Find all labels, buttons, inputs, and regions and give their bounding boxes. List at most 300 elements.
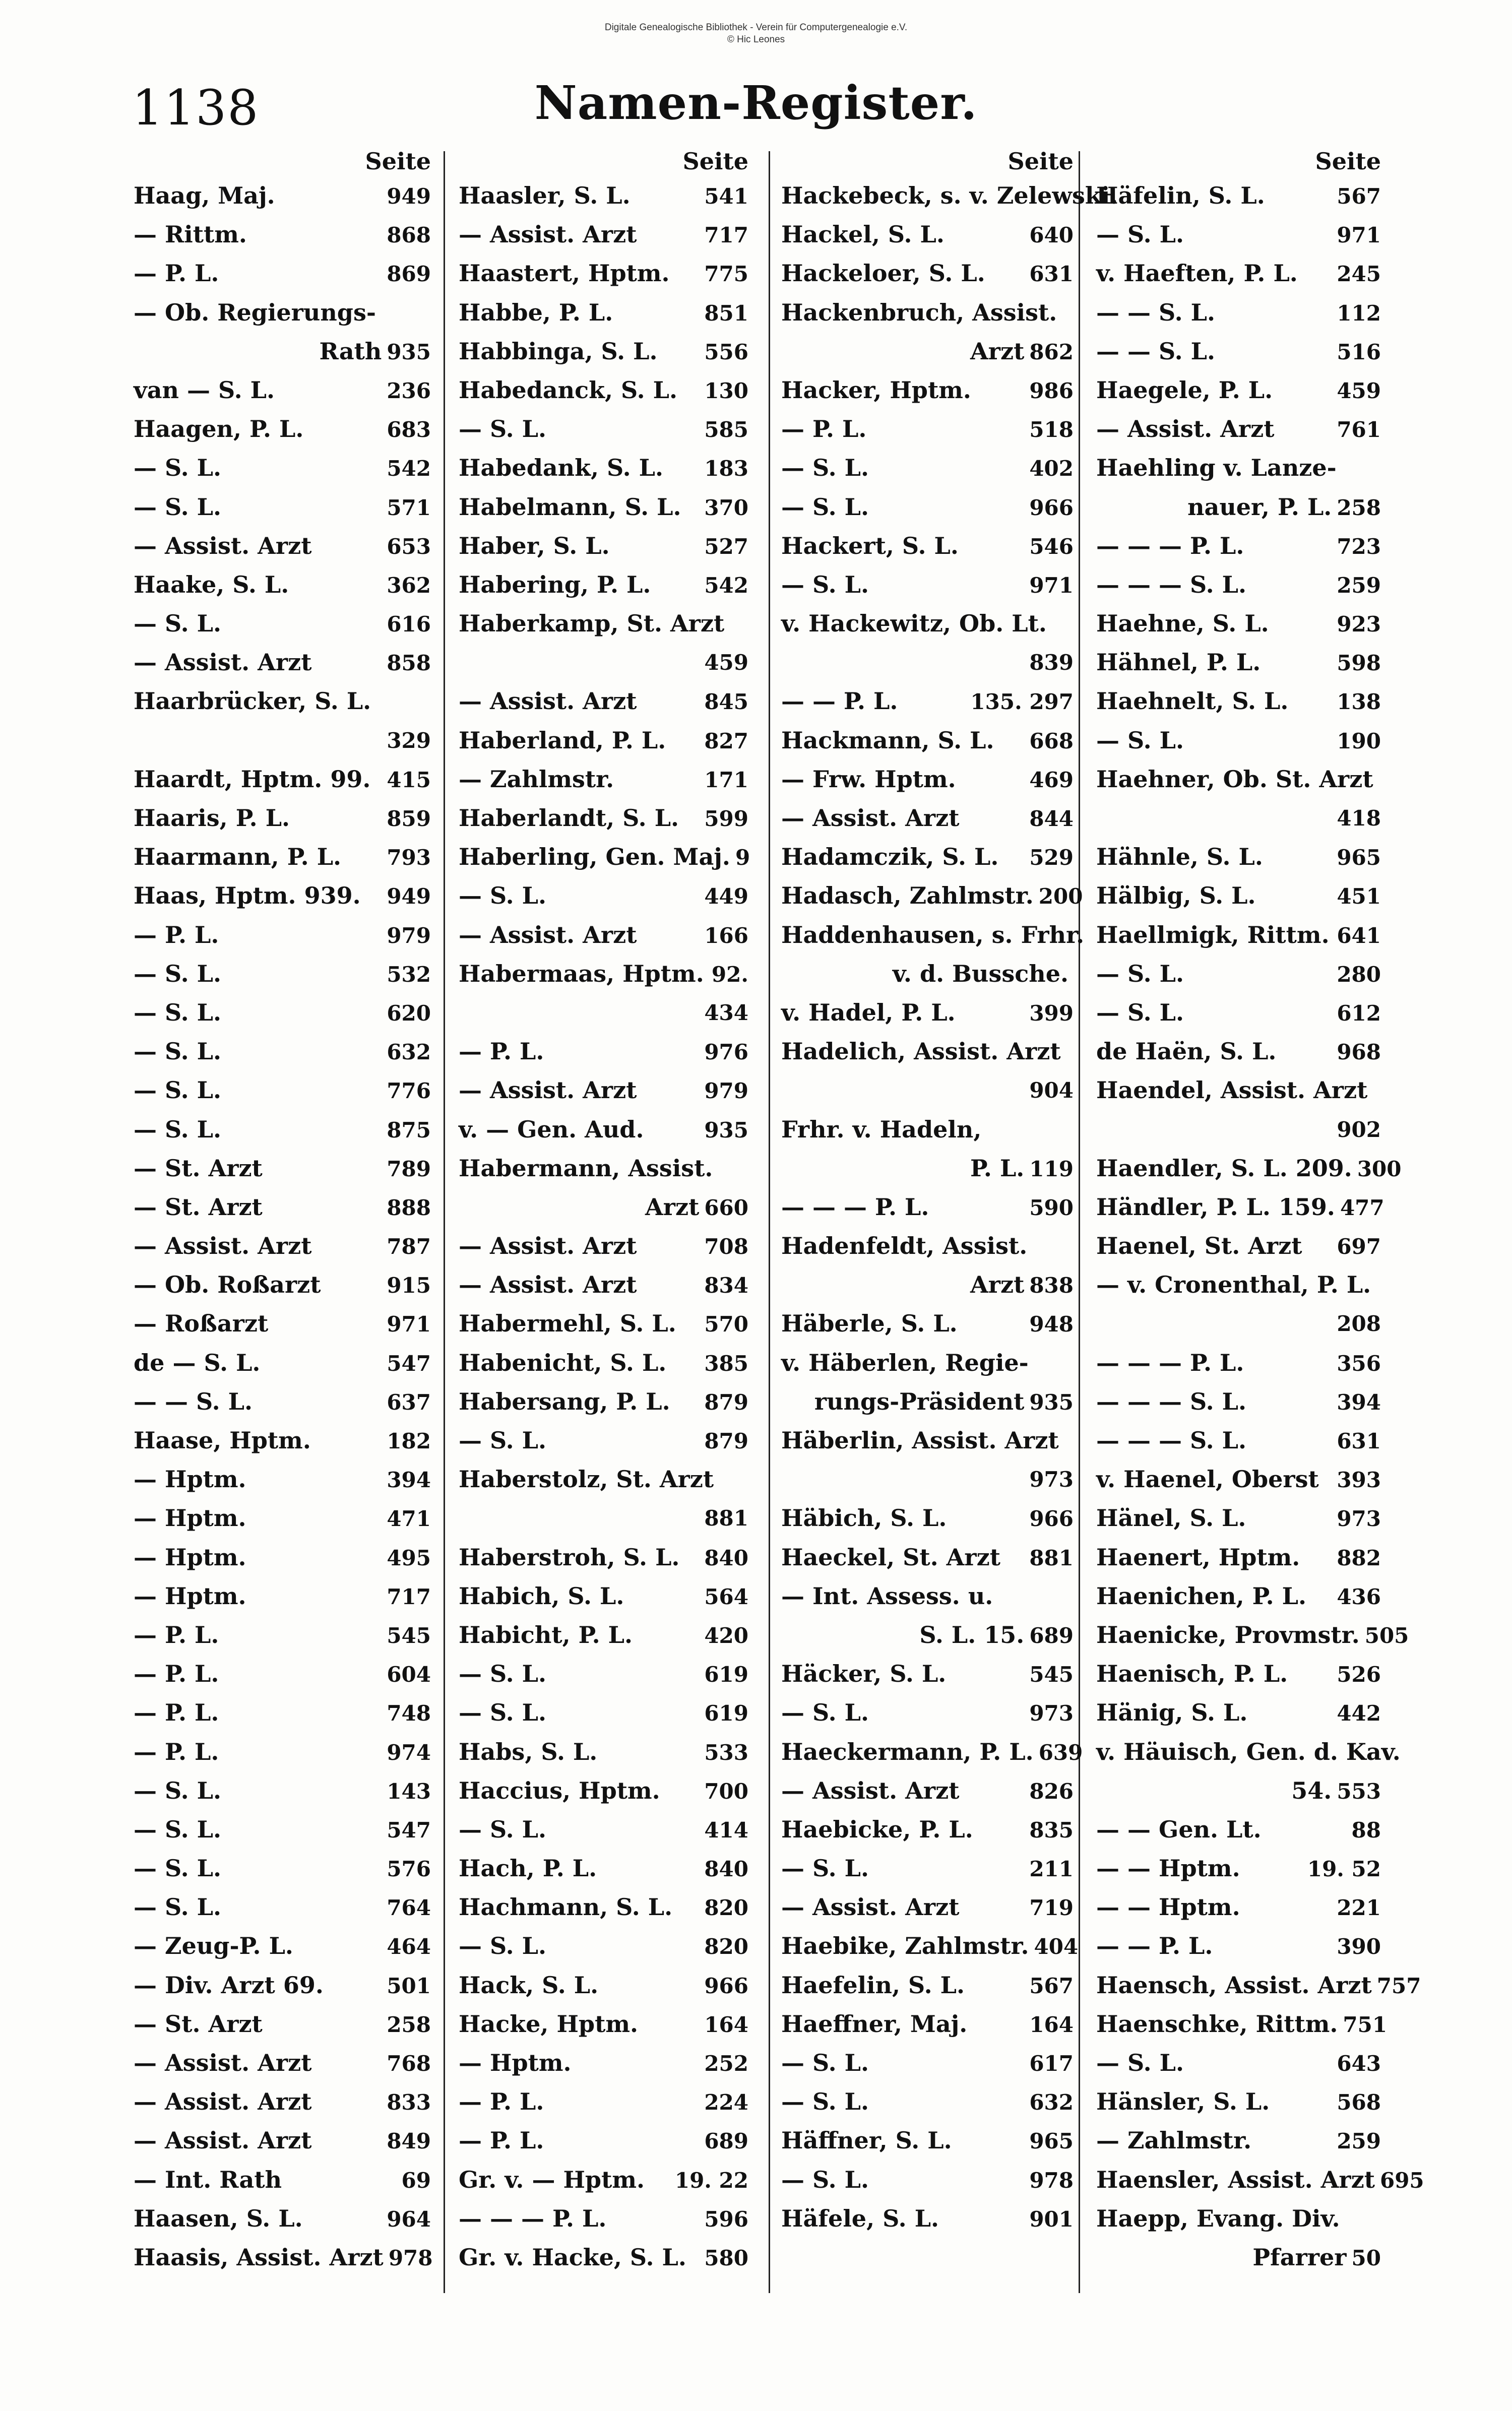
entry-name: — P. L. bbox=[134, 260, 219, 287]
register-entry bbox=[134, 2005, 431, 2044]
register-entry bbox=[781, 2044, 1074, 2082]
register-entry bbox=[781, 2161, 1074, 2199]
entry-page: 415 bbox=[387, 767, 431, 792]
entry-page: 789 bbox=[387, 1156, 431, 1181]
entry-page: 258 bbox=[1337, 495, 1381, 520]
register-entry bbox=[459, 916, 748, 955]
entry-page: 171 bbox=[704, 767, 748, 792]
entry-name: Haarmann, P. L. bbox=[134, 843, 342, 871]
register-entry bbox=[459, 682, 748, 721]
entry-page: 971 bbox=[1337, 223, 1381, 248]
register-entry bbox=[1096, 2121, 1381, 2160]
entry-page: 399 bbox=[1029, 1000, 1074, 1026]
entry-name: Haehnelt, S. L. bbox=[1096, 687, 1289, 715]
entry-page: 697 bbox=[1337, 1234, 1381, 1259]
entry-name: — Assist. Arzt bbox=[1096, 415, 1275, 443]
entry-page: 469 bbox=[1029, 767, 1074, 792]
entry-name: — Roßarzt bbox=[134, 1310, 269, 1338]
entry-name: — Frw. Hptm. bbox=[781, 765, 956, 793]
register-entry bbox=[781, 1344, 1074, 1382]
register-entry bbox=[459, 1966, 748, 2005]
entry-page: 964 bbox=[387, 2206, 431, 2232]
entry-name: — Zeug-P. L. bbox=[134, 1932, 293, 1960]
entry-name: — — S. L. bbox=[134, 1387, 253, 1415]
register-entry bbox=[1096, 1110, 1381, 1149]
entry-page: 761 bbox=[1337, 417, 1381, 442]
entry-page: 968 bbox=[1337, 1040, 1381, 1065]
register-entry bbox=[781, 254, 1074, 293]
entry-name: Haenichen, P. L. bbox=[1096, 1582, 1307, 1610]
entry-name: — S. L. bbox=[134, 493, 221, 521]
entry-name: — — — P. L. bbox=[781, 1193, 929, 1221]
register-entry bbox=[134, 1927, 431, 1965]
entry-page: 935 bbox=[387, 339, 431, 364]
entry-name: Haag, Maj. bbox=[134, 182, 275, 209]
entry-name: — Ob. Regierungs- bbox=[134, 298, 376, 326]
entry-name: — — P. L. bbox=[1096, 1932, 1213, 1960]
entry-name: Haellmigk, Rittm. bbox=[1096, 921, 1330, 948]
entry-page: 935 bbox=[704, 1117, 748, 1143]
entry-name: v. Häberlen, Regie- bbox=[781, 1349, 1029, 1376]
entry-page: 477 bbox=[1340, 1195, 1384, 1220]
entry-name: — Assist. Arzt bbox=[459, 1271, 637, 1299]
entry-name: — S. L. bbox=[134, 1893, 221, 1921]
entry-page: 259 bbox=[1337, 2129, 1381, 2154]
register-entry bbox=[1096, 1538, 1381, 1577]
entry-name: — Assist. Arzt bbox=[134, 1232, 312, 1260]
entry-page: 966 bbox=[704, 1973, 748, 1998]
entry-name: — S. L. bbox=[459, 1932, 546, 1960]
entry-name: Haas, Hptm. 939. bbox=[134, 882, 361, 910]
register-entry bbox=[134, 1149, 431, 1188]
entry-page: 862 bbox=[1029, 339, 1074, 364]
entry-page: 9 bbox=[735, 845, 750, 870]
entry-name: — Assist. Arzt bbox=[781, 1893, 960, 1921]
register-entry bbox=[459, 1149, 748, 1188]
register-entry bbox=[781, 1227, 1074, 1265]
entry-name: Haasis, Assist. Arzt bbox=[134, 2243, 384, 2271]
entry-name: — Assist. Arzt bbox=[134, 2049, 312, 2076]
register-entry bbox=[781, 1110, 1074, 1149]
register-entry bbox=[781, 1538, 1074, 1577]
register-entry bbox=[1096, 1655, 1381, 1693]
register-column-1 bbox=[134, 146, 431, 2277]
register-entry bbox=[781, 838, 1074, 876]
entry-page: 529 bbox=[1029, 845, 1074, 870]
register-entry bbox=[1096, 760, 1381, 799]
entry-name: Hacker, Hptm. bbox=[781, 376, 971, 404]
entry-page: 904 bbox=[1029, 1078, 1074, 1103]
entry-page: 717 bbox=[704, 223, 748, 248]
entry-name: — S. L. bbox=[1096, 726, 1184, 754]
entry-name: nauer, P. L. bbox=[1187, 493, 1332, 521]
register-entry bbox=[781, 293, 1074, 332]
register-entry bbox=[781, 1810, 1074, 1849]
entry-name: Hänel, S. L. bbox=[1096, 1504, 1246, 1532]
entry-page: 329 bbox=[387, 728, 431, 753]
entry-name: — S. L. bbox=[459, 415, 546, 443]
entry-name: — — P. L. bbox=[781, 687, 898, 715]
register-entry bbox=[459, 488, 748, 527]
entry-name: Haasler, S. L. bbox=[459, 182, 631, 209]
entry-page: 92. bbox=[711, 962, 748, 987]
entry-name: — S. L. bbox=[781, 2166, 869, 2193]
entry-page: 385 bbox=[704, 1351, 748, 1376]
entry-name: Habermann, Assist. bbox=[459, 1154, 713, 1182]
register-entry bbox=[1096, 488, 1381, 527]
entry-page: 834 bbox=[704, 1273, 748, 1298]
entry-name: Arzt bbox=[970, 337, 1025, 365]
register-entry bbox=[781, 1616, 1074, 1655]
entry-page: 973 bbox=[1029, 1701, 1074, 1726]
entry-name: — S. L. bbox=[134, 1115, 221, 1143]
entry-page: 200 bbox=[1038, 884, 1083, 909]
entry-name: — P. L. bbox=[459, 2088, 544, 2116]
entry-name: Habenicht, S. L. bbox=[459, 1349, 667, 1376]
register-entry bbox=[1096, 2044, 1381, 2082]
entry-page: 541 bbox=[704, 184, 748, 209]
entry-name: Hacke, Hptm. bbox=[459, 2010, 639, 2038]
register-entry bbox=[134, 488, 431, 527]
register-entry bbox=[781, 215, 1074, 254]
register-entry bbox=[459, 410, 748, 449]
register-entry bbox=[1096, 1188, 1384, 1227]
entry-name: — Zahlmstr. bbox=[459, 765, 614, 793]
page-title: Namen-Register. bbox=[534, 76, 978, 130]
register-entry bbox=[134, 1693, 431, 1732]
register-entry bbox=[134, 799, 431, 838]
entry-name: — S. L. bbox=[781, 2088, 869, 2116]
entry-name: v. Hackewitz, Ob. Lt. bbox=[781, 610, 1047, 638]
entry-name: — S. L. bbox=[459, 1427, 546, 1454]
entry-page: 570 bbox=[704, 1312, 748, 1337]
entry-page: 532 bbox=[387, 962, 431, 987]
entry-page: 879 bbox=[704, 1429, 748, 1453]
entry-name: — — — S. L. bbox=[1096, 570, 1247, 598]
entry-name: — S. L. bbox=[134, 454, 221, 482]
entry-name: Hachmann, S. L. bbox=[459, 1893, 673, 1921]
entry-name: de Haën, S. L. bbox=[1096, 1038, 1277, 1065]
register-entry bbox=[459, 1655, 748, 1693]
register-entry bbox=[781, 1071, 1074, 1110]
register-entry bbox=[1096, 2161, 1424, 2199]
entry-name: — P. L. bbox=[134, 921, 219, 948]
entry-page: 641 bbox=[1337, 923, 1381, 948]
entry-page: 901 bbox=[1029, 2206, 1074, 2232]
entry-name: Haardt, Hptm. 99. bbox=[134, 765, 371, 793]
entry-name: — Hptm. bbox=[134, 1582, 246, 1610]
entry-page: 568 bbox=[1337, 2090, 1381, 2115]
entry-name: — Assist. Arzt bbox=[459, 1076, 637, 1104]
entry-name: Habering, P. L. bbox=[459, 570, 651, 598]
entry-page: 442 bbox=[1337, 1701, 1381, 1726]
entry-name: — — Hptm. bbox=[1096, 1893, 1240, 1921]
entry-name: — P. L. bbox=[459, 2127, 544, 2154]
entry-name: de — S. L. bbox=[134, 1349, 261, 1376]
register-entry bbox=[781, 527, 1074, 565]
register-entry bbox=[781, 1771, 1074, 1810]
entry-page: 971 bbox=[387, 1312, 431, 1337]
entry-name: v. Haeften, P. L. bbox=[1096, 260, 1298, 287]
entry-page: 617 bbox=[1029, 2051, 1074, 2076]
register-entry bbox=[134, 1499, 431, 1538]
entry-name: Haehne, S. L. bbox=[1096, 610, 1269, 638]
register-entry bbox=[781, 1927, 1079, 1965]
register-entry bbox=[459, 838, 748, 876]
entry-name: — Hptm. bbox=[134, 1466, 246, 1493]
column-divider bbox=[1079, 151, 1080, 2293]
entry-name: — S. L. bbox=[1096, 960, 1184, 987]
register-entry bbox=[134, 1032, 431, 1071]
entry-name: v. d. Bussche. bbox=[892, 960, 1068, 987]
register-entry bbox=[459, 1460, 748, 1499]
entry-name: Haeffner, Maj. bbox=[781, 2010, 968, 2038]
register-entry bbox=[134, 332, 431, 371]
register-entry bbox=[459, 1188, 748, 1227]
entry-name: Hadelich, Assist. Arzt bbox=[781, 1038, 1061, 1065]
entry-name: — S. L. bbox=[134, 998, 221, 1026]
register-entry bbox=[134, 2082, 431, 2121]
entry-name: — P. L. bbox=[134, 1699, 219, 1727]
entry-page: 827 bbox=[704, 728, 748, 753]
entry-name: — S. L. bbox=[459, 1815, 546, 1843]
entry-name: — — — S. L. bbox=[1096, 1427, 1247, 1454]
register-entry bbox=[781, 1499, 1074, 1538]
register-entry bbox=[1096, 1421, 1381, 1460]
entry-page: 553 bbox=[1337, 1779, 1381, 1804]
register-entry bbox=[134, 1810, 431, 1849]
entry-page: 616 bbox=[387, 612, 431, 637]
seite-header: Seite bbox=[365, 148, 431, 175]
register-entry bbox=[134, 2199, 431, 2238]
entry-name: Haeckel, St. Arzt bbox=[781, 1543, 1000, 1571]
entry-page: 631 bbox=[1337, 1429, 1381, 1453]
entry-name: Hackeloer, S. L. bbox=[781, 260, 985, 287]
entry-page: 949 bbox=[387, 884, 431, 909]
entry-name: Hackert, S. L. bbox=[781, 532, 959, 559]
seite-header: Seite bbox=[682, 148, 748, 175]
entry-name: — — Gen. Lt. bbox=[1096, 1815, 1262, 1843]
register-entry bbox=[459, 1810, 748, 1849]
entry-page: 471 bbox=[387, 1506, 431, 1532]
register-entry bbox=[134, 1966, 431, 2005]
entry-page: 596 bbox=[704, 2206, 748, 2232]
register-entry bbox=[134, 1110, 431, 1149]
entry-name: Haberlandt, S. L. bbox=[459, 804, 679, 832]
register-entry bbox=[134, 410, 431, 449]
register-entry bbox=[781, 488, 1074, 527]
entry-name: — S. L. bbox=[134, 960, 221, 987]
register-entry bbox=[459, 604, 748, 643]
register-entry bbox=[1096, 1577, 1381, 1616]
entry-page: 632 bbox=[1029, 2090, 1074, 2115]
entry-name: Habicht, P. L. bbox=[459, 1621, 633, 1648]
entry-name: Haefelin, S. L. bbox=[781, 1971, 965, 1999]
entry-page: 719 bbox=[1029, 1895, 1074, 1921]
entry-page: 859 bbox=[387, 806, 431, 831]
register-entry bbox=[781, 371, 1074, 410]
entry-name: Haberstroh, S. L. bbox=[459, 1543, 680, 1571]
entry-page: 556 bbox=[704, 339, 748, 364]
entry-name: Haberling, Gen. Maj. bbox=[459, 843, 730, 871]
entry-page: 844 bbox=[1029, 806, 1074, 831]
entry-page: 820 bbox=[704, 1895, 748, 1921]
entry-page: 881 bbox=[1029, 1545, 1074, 1570]
entry-page: 130 bbox=[704, 378, 748, 403]
entry-page: 571 bbox=[387, 495, 431, 520]
entry-page: 902 bbox=[1337, 1117, 1381, 1142]
register-entry bbox=[781, 682, 1074, 721]
entry-page: 640 bbox=[1029, 223, 1074, 248]
register-entry bbox=[1096, 332, 1381, 371]
register-entry bbox=[134, 1265, 431, 1304]
register-entry bbox=[459, 449, 748, 487]
entry-name: — Zahlmstr. bbox=[1096, 2127, 1252, 2154]
register-entry bbox=[459, 799, 748, 838]
register-entry bbox=[1096, 254, 1381, 293]
entry-name: Haehling v. Lanze- bbox=[1096, 454, 1337, 482]
entry-page: 259 bbox=[1337, 573, 1381, 598]
entry-name: Habs, S. L. bbox=[459, 1738, 598, 1765]
entry-name: Haenel, St. Arzt bbox=[1096, 1232, 1302, 1260]
entry-page: 526 bbox=[1337, 1662, 1381, 1687]
entry-name: — Assist. Arzt bbox=[459, 921, 637, 948]
entry-name: — P. L. bbox=[134, 1660, 219, 1688]
register-entry bbox=[459, 293, 748, 332]
entry-page: 69 bbox=[401, 2168, 431, 2193]
entry-name: v. Haenel, Oberst bbox=[1096, 1466, 1319, 1493]
entry-name: — P. L. bbox=[134, 1738, 219, 1765]
entry-page: 208 bbox=[1337, 1311, 1381, 1337]
entry-page: 547 bbox=[387, 1817, 431, 1843]
entry-page: 768 bbox=[387, 2051, 431, 2076]
entry-page: 418 bbox=[1337, 806, 1381, 831]
entry-page: 637 bbox=[387, 1389, 431, 1415]
entry-page: 211 bbox=[1029, 1857, 1074, 1882]
entry-page: 143 bbox=[387, 1779, 431, 1804]
entry-page: 965 bbox=[1337, 845, 1381, 870]
register-entry bbox=[134, 838, 431, 876]
entry-name: Hach, P. L. bbox=[459, 1855, 597, 1882]
entry-name: Hänig, S. L. bbox=[1096, 1699, 1248, 1727]
entry-name: Häcker, S. L. bbox=[781, 1660, 947, 1688]
register-entry bbox=[781, 876, 1083, 915]
register-entry bbox=[1096, 1149, 1402, 1188]
entry-page: 394 bbox=[1337, 1389, 1381, 1415]
entry-name: Haenisch, P. L. bbox=[1096, 1660, 1288, 1688]
register-entry bbox=[1096, 1616, 1409, 1655]
entry-page: 527 bbox=[704, 534, 748, 559]
register-entry bbox=[134, 1655, 431, 1693]
register-entry bbox=[1096, 1849, 1381, 1888]
entry-name: — P. L. bbox=[459, 1038, 544, 1065]
entry-name: Häfelin, S. L. bbox=[1096, 182, 1265, 209]
entry-page: 449 bbox=[704, 884, 748, 909]
register-entry bbox=[134, 1733, 431, 1771]
entry-name: — S. L. bbox=[781, 2049, 869, 2076]
entry-page: 580 bbox=[704, 2245, 748, 2270]
entry-page: 495 bbox=[387, 1545, 431, 1570]
page-number: 1138 bbox=[132, 80, 260, 136]
entry-name: — St. Arzt bbox=[134, 2010, 263, 2038]
entry-name: — Assist. Arzt bbox=[781, 804, 960, 832]
entry-page: 545 bbox=[1029, 1662, 1074, 1687]
entry-name: — Assist. Arzt bbox=[134, 2088, 312, 2116]
register-entry bbox=[134, 955, 431, 993]
entry-page: 793 bbox=[387, 845, 431, 870]
entry-name: Haenert, Hptm. bbox=[1096, 1543, 1300, 1571]
entry-name: Hadasch, Zahlmstr. bbox=[781, 882, 1034, 910]
entry-name: — Assist. Arzt bbox=[459, 221, 637, 248]
entry-page: 868 bbox=[387, 223, 431, 248]
entry-name: Hackmann, S. L. bbox=[781, 726, 994, 754]
entry-page: 948 bbox=[1029, 1312, 1074, 1337]
entry-page: 542 bbox=[704, 573, 748, 598]
entry-name: Haberstolz, St. Arzt bbox=[459, 1466, 714, 1493]
entry-page: 776 bbox=[387, 1078, 431, 1104]
register-entry bbox=[1096, 1460, 1381, 1499]
register-entry bbox=[134, 1538, 431, 1577]
entry-name: — S. L. bbox=[1096, 221, 1184, 248]
register-entry bbox=[459, 1304, 748, 1343]
entry-page: 979 bbox=[704, 1078, 748, 1104]
entry-name: — S. L. bbox=[134, 1038, 221, 1065]
entry-name: — S. L. bbox=[134, 1776, 221, 1804]
entry-name: Haasen, S. L. bbox=[134, 2204, 303, 2232]
entry-page: 826 bbox=[1029, 1779, 1074, 1804]
register-column-4 bbox=[1096, 146, 1424, 2277]
register-entry bbox=[1096, 1499, 1381, 1538]
register-entry bbox=[1096, 799, 1381, 838]
register-entry bbox=[134, 643, 431, 682]
entry-page: 190 bbox=[1337, 728, 1381, 753]
entry-name: Haensch, Assist. Arzt bbox=[1096, 1971, 1372, 1999]
register-entry bbox=[781, 1460, 1074, 1499]
entry-name: — Assist. Arzt bbox=[134, 2127, 312, 2154]
register-entry bbox=[459, 1577, 748, 1616]
entry-page: 668 bbox=[1029, 728, 1074, 753]
entry-name: — P. L. bbox=[781, 415, 867, 443]
entry-page: 516 bbox=[1337, 339, 1381, 364]
entry-page: 976 bbox=[704, 1040, 748, 1065]
register-entry bbox=[781, 1188, 1074, 1227]
entry-name: — S. L. bbox=[1096, 998, 1184, 1026]
register-entry bbox=[1096, 1265, 1381, 1304]
entry-name: Habermaas, Hptm. bbox=[459, 960, 704, 987]
register-entry bbox=[134, 1188, 431, 1227]
entry-page: 695 bbox=[1379, 2168, 1424, 2193]
entry-page: 604 bbox=[387, 1662, 431, 1687]
register-entry bbox=[781, 1265, 1074, 1304]
register-entry bbox=[1096, 2082, 1381, 2121]
register-entry bbox=[134, 1771, 431, 1810]
entry-page: 881 bbox=[704, 1506, 748, 1531]
register-entry bbox=[134, 1460, 431, 1499]
entry-page: 966 bbox=[1029, 495, 1074, 520]
register-entry bbox=[459, 876, 748, 915]
register-entry bbox=[1096, 2199, 1381, 2238]
entry-page: 973 bbox=[1337, 1506, 1381, 1532]
entry-name: Haendler, S. L. 209. bbox=[1096, 1154, 1352, 1182]
register-entry bbox=[781, 332, 1074, 371]
entry-page: 723 bbox=[1337, 534, 1381, 559]
register-entry bbox=[134, 1382, 431, 1421]
entry-page: 576 bbox=[387, 1857, 431, 1882]
entry-page: 915 bbox=[387, 1273, 431, 1298]
entry-name: — Assist. Arzt bbox=[781, 1776, 960, 1804]
entry-page: 973 bbox=[1029, 1467, 1074, 1492]
register-entry bbox=[781, 1888, 1074, 1927]
